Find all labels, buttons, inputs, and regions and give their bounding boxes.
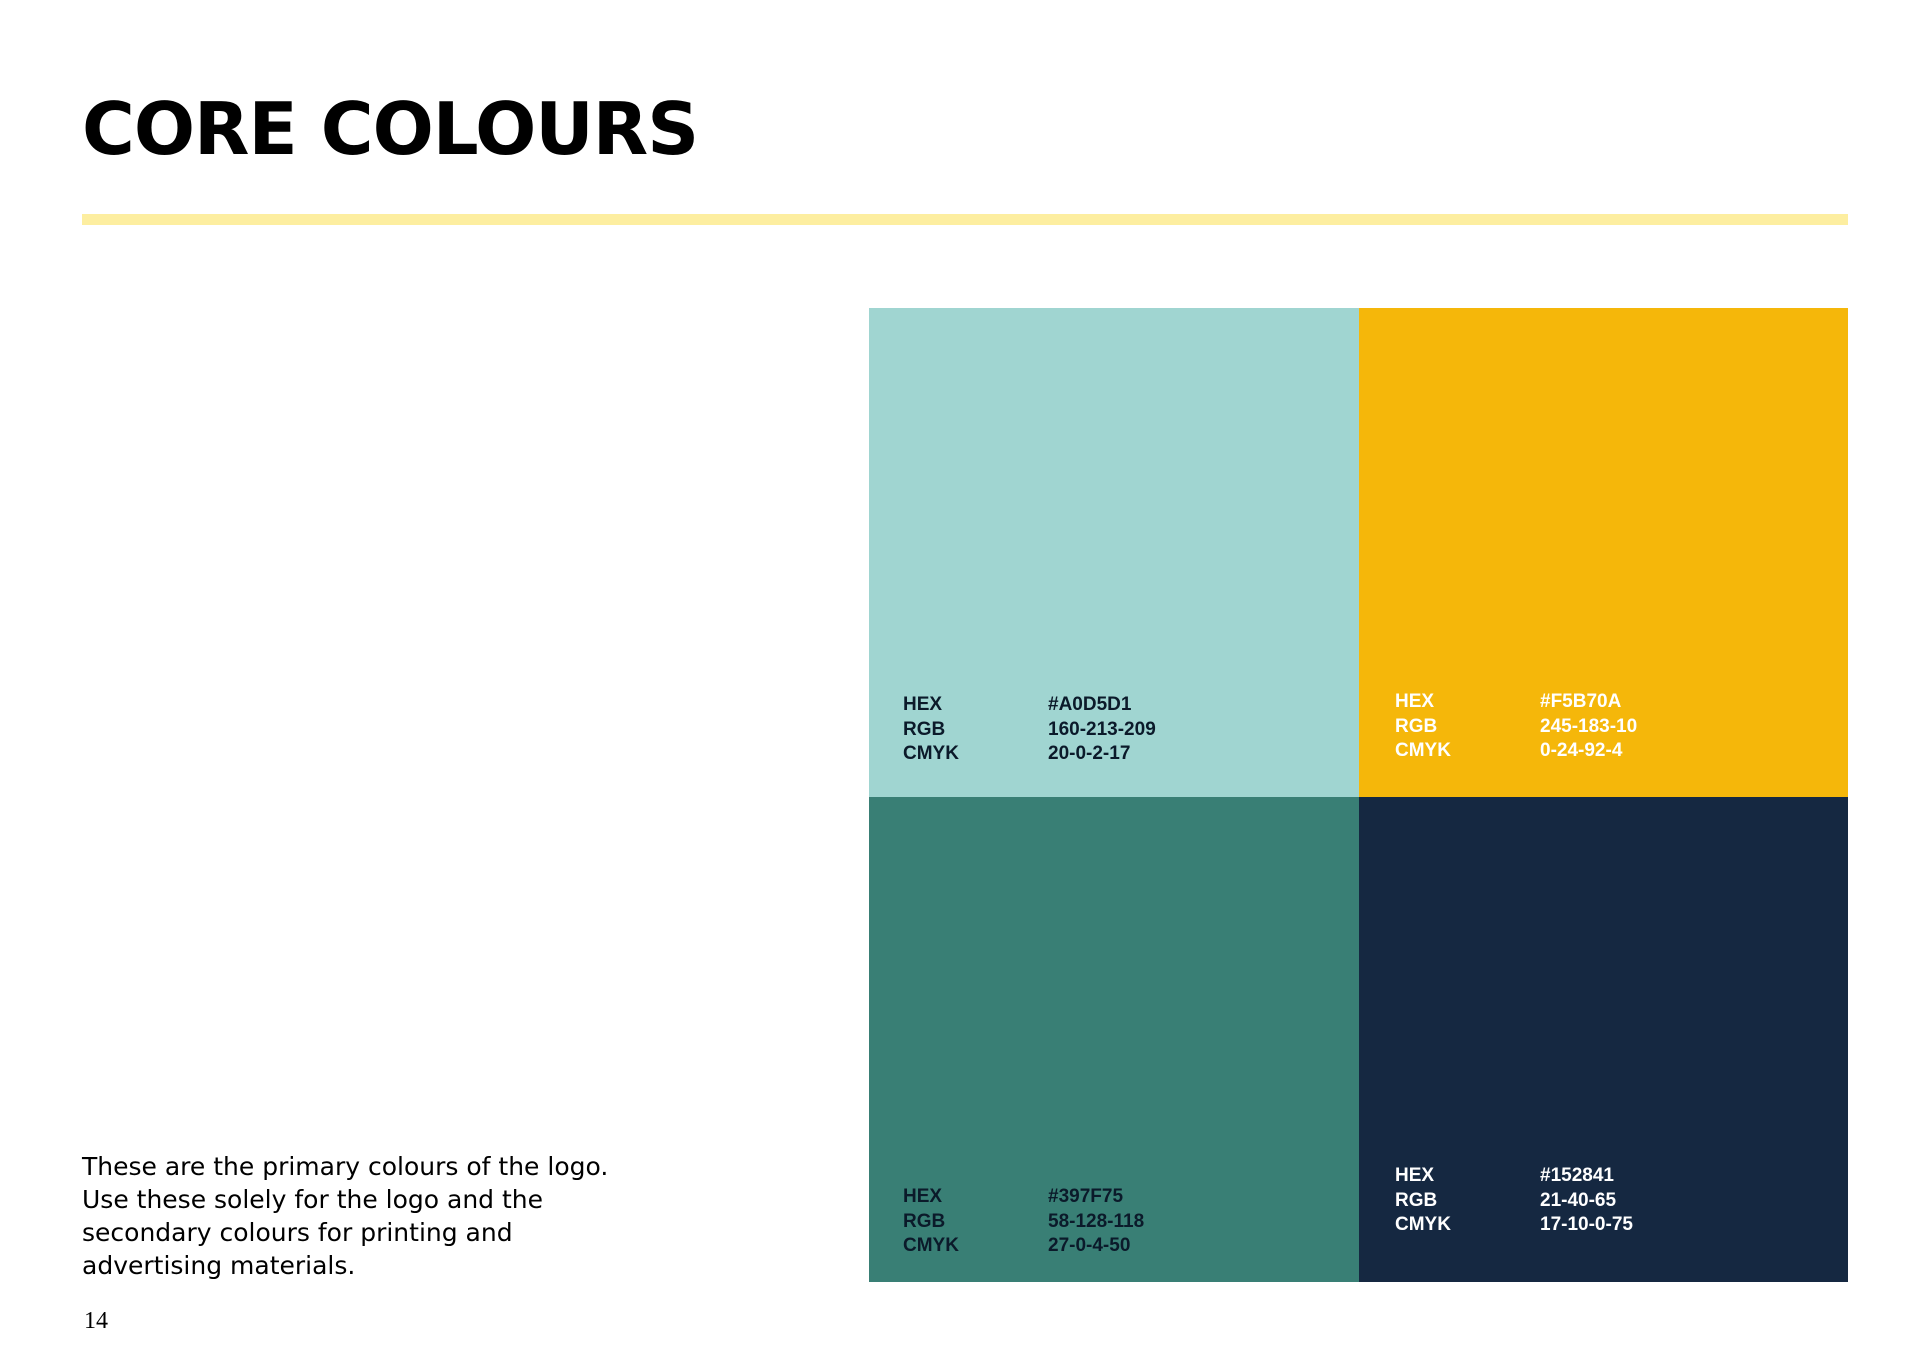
page-number: 14 (84, 1308, 108, 1334)
hex-label: HEX (903, 694, 943, 715)
swatch-specs (1395, 690, 1637, 764)
cmyk-row (1395, 739, 1637, 764)
hex-label: HEX (1395, 1165, 1435, 1186)
rgb-row (903, 1210, 1144, 1235)
rgb-label: RGB (903, 1210, 946, 1232)
cmyk-label: CMYK (1395, 1214, 1451, 1235)
hex-row (1395, 690, 1637, 715)
hex-value: #A0D5D1 (1048, 694, 1132, 715)
cmyk-value: 20-0-2-17 (1048, 743, 1131, 764)
rgb-row (1395, 1189, 1633, 1214)
rgb-row (903, 718, 1156, 743)
cmyk-row (903, 742, 1156, 767)
swatch-specs (903, 1185, 1144, 1259)
cmyk-label: CMYK (903, 743, 959, 764)
swatch-specs (903, 693, 1156, 767)
rgb-label: RGB (1395, 715, 1438, 737)
cmyk-row (1395, 1213, 1633, 1238)
hex-row (903, 1185, 1144, 1210)
cmyk-label: CMYK (903, 1235, 959, 1256)
colour-swatch-grid (869, 308, 1848, 1282)
hex-label: HEX (1395, 691, 1435, 712)
title-divider (82, 214, 1848, 225)
rgb-label: RGB (1395, 1189, 1438, 1211)
cmyk-row (903, 1234, 1144, 1259)
rgb-value: 58-128-118 (1048, 1210, 1145, 1232)
cmyk-value: 27-0-4-50 (1048, 1235, 1131, 1256)
hex-row (1395, 1164, 1633, 1189)
page-title: CORE COLOURS (82, 87, 699, 171)
rgb-value: 21-40-65 (1540, 1189, 1617, 1211)
rgb-value: 160-213-209 (1048, 718, 1156, 740)
rgb-value: 245-183-10 (1540, 715, 1638, 737)
swatch-mint (869, 308, 1359, 797)
hex-value: #397F75 (1048, 1186, 1124, 1207)
cmyk-value: 0-24-92-4 (1540, 740, 1623, 761)
hex-value: #152841 (1540, 1165, 1614, 1186)
hex-label: HEX (903, 1186, 943, 1207)
hex-row (903, 693, 1156, 718)
description-text: These are the primary colours of the logo. Use these solely for the logo and the secondary colours for printing and advertising materials. (82, 1152, 609, 1280)
swatch-navy (1359, 797, 1848, 1282)
hex-value: #F5B70A (1540, 691, 1622, 712)
rgb-label: RGB (903, 718, 946, 740)
cmyk-value: 17-10-0-75 (1540, 1214, 1633, 1235)
swatch-yellow (1359, 308, 1848, 797)
swatch-specs (1395, 1164, 1633, 1238)
rgb-row (1395, 715, 1637, 740)
cmyk-label: CMYK (1395, 740, 1451, 761)
swatch-teal (869, 797, 1359, 1282)
